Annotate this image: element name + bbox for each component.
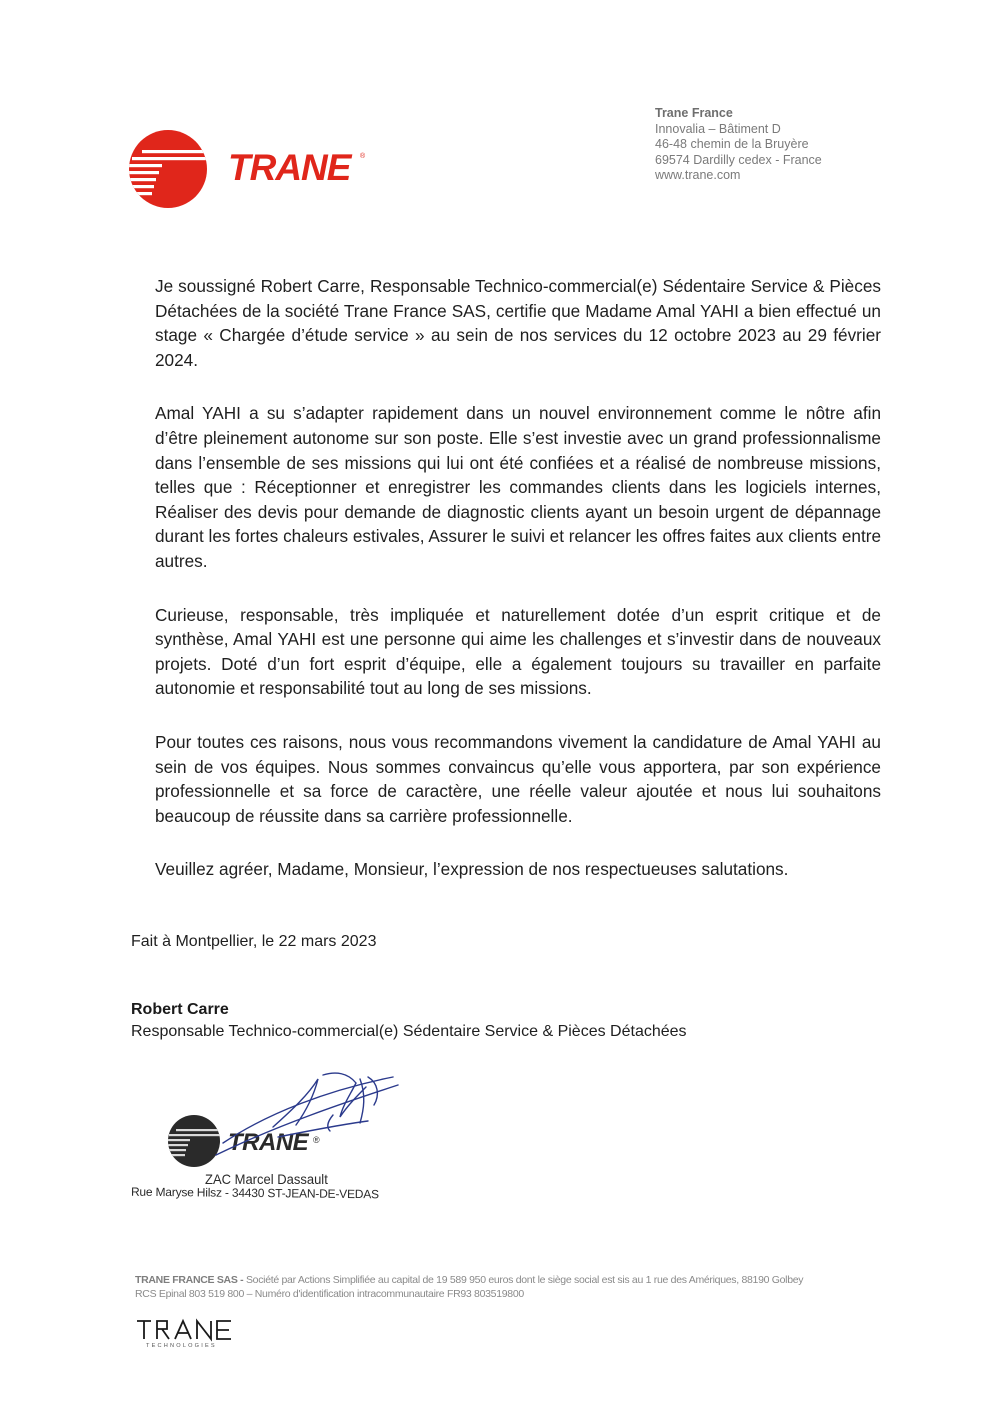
trane-logo-mark — [128, 128, 378, 212]
trane-logo — [128, 128, 378, 212]
footer-line-1 — [135, 1273, 803, 1287]
signer-name: Robert Carre — [131, 1001, 229, 1018]
trane-wordmark: TRANE — [228, 147, 351, 188]
address-line-1: Innovalia – Bâtiment D — [655, 121, 781, 136]
stamp-logo-mark — [166, 1113, 226, 1169]
svg-text:®: ® — [360, 153, 366, 160]
address-line-2: 46-48 chemin de la Bruyère — [655, 137, 809, 152]
paragraph-qualities: Curieuse, responsable, très impliquée et naturellement dotée d’un esprit critique et de synthèse, Amal YAHI est une personne qui aime les challenges et s’investir dans de nouveaux projets. Doté d’un fort esprit d’équipe, elle a également toujours su travailler en parfaite autonomie et responsabilité tout au long de ses missions. — [155, 604, 881, 699]
paragraph-missions: Amal YAHI a su s’adapter rapidement dans un nouvel environnement comme le nôtre afin d’être pleinement autonome sur son poste. Elle s’est investie avec un grand professionnalisme dans l’ensemble de ses missions qui lui ont été confiées et a réalisé de nombreuse missions, telles que : Réceptionner et enregistrer les commandes clients dans les logiciels internes, Réaliser des devis pour demande de diagnostic clients ayant un besoin urgent de dépannage durant les fortes chaleurs estivales, Assurer le suivi et relancer les offres faites aux clients entre autres. — [155, 403, 881, 571]
trane-technologies-logo — [133, 1315, 243, 1349]
stamp-wordmark: TRANE — [228, 1129, 309, 1156]
stamp-address-line-1: ZAC Marcel Dassault — [205, 1171, 328, 1188]
footer-company: TRANE FRANCE SAS - — [135, 1274, 244, 1286]
letter-body — [155, 274, 881, 911]
company-address — [655, 106, 822, 184]
address-line-3: 69574 Dardilly cedex - France — [655, 152, 822, 167]
footer-line-2: RCS Epinal 803 519 800 – Numéro d'identification intracommunautaire FR93 803519800 — [135, 1288, 524, 1300]
paragraph-closing: Veuillez agréer, Madame, Monsieur, l’expression de nos respectueuses salutations. — [155, 859, 789, 880]
stamp-address-line-2: Rue Maryse Hilsz - 34430 ST-JEAN-DE-VEDAS — [130, 1184, 379, 1202]
place-and-date: Fait à Montpellier, le 22 mars 2023 — [131, 933, 377, 950]
technologies-subtitle: TECHNOLOGIES — [146, 1343, 217, 1349]
paragraph-recommendation: Pour toutes ces raisons, nous vous recommandons vivement la candidature de Amal YAHI au sein de vos équipes. Nous sommes convaincus qu’elle vous apportera, par son expérience professionnelle et sa force de caractère, une réelle valeur ajoutée et nous lui souhaitons beaucoup de réussite dans sa carrière professionnelle. — [155, 731, 881, 826]
address-company-name: Trane France — [655, 106, 733, 120]
address-website: www.trane.com — [655, 168, 741, 183]
footer-capital: Société par Actions Simplifiée au capital de 19 589 950 euros dont le siège social est sis au 1 rue des Amériques, 88190 Golbey — [243, 1274, 804, 1286]
paragraph-certification: Je soussigné Robert Carre, Responsable Technico-commercial(e) Sédentaire Service & Pièces Détachées de la société Trane France SAS, certifie que Madame Amal YAHI a bien effectué un stage « Chargée d’étude service » au sein de nos services du 12 octobre 2023 au 29 février 2024. — [155, 276, 881, 370]
legal-footer — [135, 1273, 803, 1301]
signer-title: Responsable Technico-commercial(e) Sédentaire Service & Pièces Détachées — [131, 1023, 687, 1040]
svg-text:®: ® — [313, 1135, 320, 1145]
